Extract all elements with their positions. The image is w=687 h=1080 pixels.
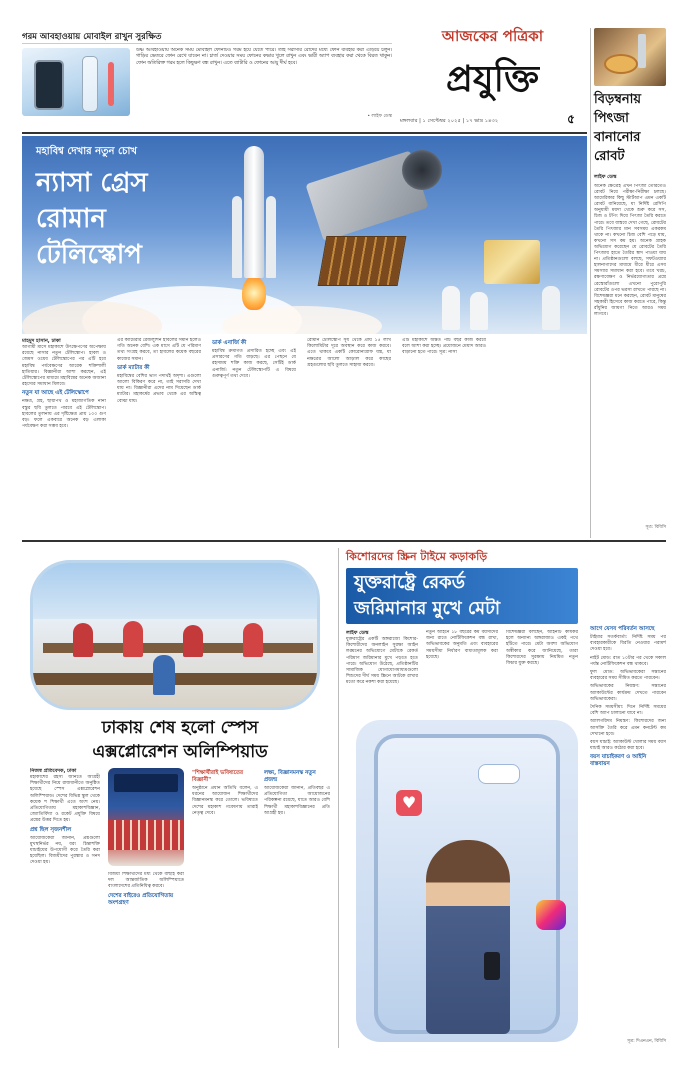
- mirror-segment-icon: [484, 240, 540, 284]
- olympiad-paragraph-2: আয়োজকেরা জানান, প্রশ্নগুলো মুখস্থনির্ভর নয়, বরং চিন্তাশক্তি যাচাইয়ের উপযোগী করে তৈরি করা হয়েছিল। বিজয়ীদের পুরস্কার ও সনদ দেওয়া হয়।: [30, 835, 100, 866]
- main-column-3: [212, 338, 296, 534]
- desk-row-2: [33, 673, 320, 685]
- main-paragraph-6: এটি মহাকাশে অন্তত পাঁচ বছর কাজ করবে বলে আশা করা হচ্ছে। প্রয়োজনে মেয়াদ আরও বাড়ানো হতে পারে। সূত্র: নাসা: [402, 338, 486, 356]
- teaser-image: [22, 48, 130, 116]
- olympiad-title-line1: ঢাকায় শেষ হলো স্পেস: [101, 718, 259, 738]
- feature-title: বিড়ম্বনায় পিৎজা বানানোর রোবট: [594, 92, 642, 164]
- olympiad-column-2: [108, 872, 184, 1048]
- student-figure-2: [123, 621, 143, 657]
- main-subhead-2: ডার্ক ম্যাটার কী: [117, 364, 150, 371]
- main-paragraph-4: মহাবিশ্ব ক্রমাগত প্রসারিত হচ্ছে এবং এই প্রসারণের গতি বাড়ছে। এর পেছনে যে রহস্যময় শক্তি কাজ করছে, সেটিই ডার্ক এনার্জি। নতুন টেলিস্কোপটি এ বিষয়ে গুরুত্বপূর্ণ তথ্য দেবে।: [212, 349, 296, 379]
- screen-time-sidebar: [590, 624, 666, 1044]
- screen-time-article: [346, 626, 666, 1050]
- main-paragraph-5: রোমান টেলিস্কোপ সূর্য থেকে প্রায় ১৫ লাখ কিলোমিটার দূরে অবস্থান করে কাজ করবে। এতে থাকবে একটি কোরোনাগ্রাফ যন্ত্র, যা নক্ষত্রের আলো আড়াল করে কাছের গ্রহগুলোর ছবি তুলতে সাহায্য করবে।: [307, 338, 391, 368]
- technician-figure-2: [470, 292, 488, 330]
- hero-title-line1: ন্যাসা গ্রেস: [36, 168, 148, 198]
- main-article: [22, 338, 587, 534]
- screen-time-byline: লাইফ ডেস্ক: [346, 630, 369, 636]
- main-paragraph-2: এর ক্যামেরার রেজল্যুশন হাবলের সমান হলেও গতি অনেক বেশি। এক মাসে এটি যে পরিমাণ তথ্য সংগ্রহ করবে, তা হাবলের কয়েক বছরের কাজের সমান।: [117, 338, 201, 362]
- pizza-photo: [594, 28, 666, 86]
- main-subhead-1: নতুন যা আছে এই টেলিস্কোপে: [22, 390, 89, 397]
- olympiad-paragraph-3: অনুষ্ঠানে প্রধান অতিথি বলেন, এ ধরনের আয়োজন শিক্ষার্থীদের বিজ্ঞানমনস্ক করে তোলে। ভবিষ্যতে দেশের মহাকাশ গবেষণায় তারাই নেতৃত্ব দেবে।: [192, 786, 258, 816]
- student-figure-5: [153, 655, 175, 695]
- top-teaser: [22, 30, 392, 122]
- change-item: অভিভাবকের নিয়ন্ত্রণ: সন্তানের অ্যাকাউন্টের কার্যক্রম দেখতে পারবেন অভিভাবকেরা।: [590, 684, 666, 702]
- instagram-icon: [536, 900, 566, 930]
- section-title: প্রযুক্তি: [446, 58, 539, 100]
- hero-title-line3: টেলিস্কোপ: [36, 240, 142, 270]
- student-figure-3: [183, 625, 203, 657]
- teen-figure: [426, 840, 510, 1034]
- main-column-4: [307, 338, 391, 534]
- olympiad-subhead-2: দেশের বাইরেও প্রতিযোগিতায় অংশগ্রহণ: [108, 892, 174, 906]
- main-paragraph-1: নক্ষত্র, গ্রহ, ছায়াপথ ও মহাজাগতিক নানা বস্তুর ছবি তুলতে পারবে এই টেলিস্কোপ। হাবলের তুলনায় এর দৃষ্টিক্ষেত্র প্রায় ১০০ গুণ বড়। ফলে একবারে অনেক বড় এলাকা পর্যবেক্ষণ করা সম্ভব হবে।: [22, 399, 106, 430]
- technician-figure-3: [542, 286, 560, 330]
- group-banner: [114, 774, 178, 792]
- olympiad-photo: [30, 560, 320, 710]
- screen-time-column-1: [346, 630, 418, 714]
- screen-time-source: সূত্র: দিএনএন, বিবিসি: [627, 1039, 666, 1044]
- change-item: টাইমার সতর্কবার্তা: নির্দিষ্ট সময় পর ব্যবহারকারীকে বিরতি নেওয়ার পরামর্শ দেওয়া হবে।: [590, 635, 666, 653]
- teaser-credit: • লাইফ ডেস্ক: [367, 114, 392, 119]
- rocket-flame: [242, 276, 266, 310]
- hero-image: [22, 136, 587, 334]
- rocket-icon: [244, 146, 264, 278]
- feature-source: সূত্র: বিবিসি: [645, 525, 666, 530]
- teen-phone-illustration: [356, 720, 578, 1042]
- change-item: ফুল মোড: অভিভাবকেরা সন্তানের ব্যবহারের সময় সীমিত করতে পারবেন।: [590, 670, 666, 682]
- olympiad-title-line2: এক্সপ্লোরেশন অলিম্পিয়াড: [92, 742, 268, 762]
- teaser-body: উষ্ণ আবহাওয়ায় অনেক সময় মোবাইল ফোনটিও গরম হয়ে যেতে পারে। তাই সরাসরি রোদের মধ্যে ফোন ব্যবহার করা এড়িয়ে চলুন। গাড়ির ভেতরে ফোন রেখে যাবেন না। চার্জ দেওয়ার সময় ফোনের কভার খুলে রাখুন এবং ভারী অ্যাপ ব্যবহার করা থেকে বিরত থাকুন। ফোন অতিরিক্ত গরম হলে কিছুক্ষণ বন্ধ রাখুন। এতে ব্যাটারি ও ফোনের আয়ু দীর্ঘ হবে।: [136, 48, 392, 66]
- olympiad-subhead-3: লক্ষ্য, বিজ্ঞানমনস্ক নতুন প্রজন্ম: [264, 770, 316, 783]
- changes-list: [590, 635, 666, 752]
- screen-time-paragraph-3: বিশেষজ্ঞরা বলছেন, আইনটি কার্যকর হলে অন্যান্য অঙ্গরাজ্যও একই পথে হাঁটতে পারে। মেটা অবশ্য অভিযোগ অস্বীকার করে জানিয়েছে, তারা কিশোরদের সুরক্ষায় নিয়মিত নতুন ফিচার যুক্ত করছে।: [506, 630, 578, 667]
- change-item: নাইট মোড: রাত ১০টার পর থেকে সকাল পর্যন্ত নোটিফিকেশন বন্ধ থাকবে।: [590, 655, 666, 667]
- olympiad-article: [30, 768, 330, 1048]
- change-item: দৈনিক সময়সীমা: দিনে নির্দিষ্ট সময়ের বেশি অ্যাপ চালানো যাবে না।: [590, 705, 666, 717]
- student-figure-4: [243, 623, 263, 657]
- change-item: বয়স যাচাই: অ্যাকাউন্ট খোলার সময় বয়স যাচাই আরও কঠোর করা হবে।: [590, 740, 666, 752]
- olympiad-byline: নিজস্ব প্রতিবেদক, ঢাকা: [30, 768, 77, 774]
- heart-icon: ♥: [396, 790, 422, 816]
- hero-title-line2: রোমান: [36, 204, 106, 234]
- main-intro: আগামী মাসে মহাকাশে উৎক্ষেপণের অপেক্ষায় রয়েছে নাসার নতুন টেলিস্কোপ। হাবল ও জেমস ওয়েব টেলিস্কোপের পর এটি হবে মহাবিশ্ব পর্যবেক্ষণের আরেক শক্তিশালী হাতিয়ার। বিজ্ঞানীরা আশা করছেন, এই টেলিস্কোপের মাধ্যমে মহাবিশ্বের অনেক অজানা রহস্যের সমাধান মিলবে।: [22, 345, 106, 388]
- water-bottle-icon: [82, 56, 98, 112]
- thermometer-icon: [108, 62, 114, 106]
- screen-time-column-3: [506, 630, 578, 714]
- olympiad-column-4: [264, 768, 330, 1048]
- phone-icon: [34, 60, 64, 110]
- student-figure: [73, 623, 93, 657]
- olympiad-paragraph-1: মহাকাশের রহস্য জানতে আগ্রহী শিক্ষার্থীদের নিয়ে রাজধানীতে অনুষ্ঠিত হয়েছে স্পেস এক্সপ্লোরেশন অলিম্পিয়াড। দেশের বিভিন্ন স্কুল থেকে কয়েক শ শিক্ষার্থী এতে অংশ নেয়। প্রতিযোগিতায় মহাকাশবিজ্ঞান, জ্যোতির্বিদ্যা ও রকেট প্রযুক্তি বিষয়ে প্রশ্নের উত্তর দিতে হয়।: [30, 775, 100, 824]
- olympiad-subhead-1: প্রশ্ন ছিল সৃজনশীল: [30, 826, 72, 833]
- solar-panel-icon: [318, 236, 407, 286]
- change-item: অ্যালগরিদম নিয়ন্ত্রণ: কিশোরদের জন্য আসক্তি তৈরি করে এমন কনটেন্ট কম দেখানো হবে।: [590, 719, 666, 737]
- page-number: ৫: [567, 112, 575, 126]
- screen-time-paragraph-2: নতুন আইনে ১৮ বছরের কম বয়সীদের জন্য রাতে নোটিফিকেশন বন্ধ রাখা, অভিভাবকের অনুমতি এবং ব্যবহারের সময়সীমা নির্ধারণ বাধ্যতামূলক করা হয়েছে।: [426, 630, 498, 660]
- right-column-rule: [590, 28, 591, 538]
- vertical-divider: [338, 548, 339, 1048]
- teaser-title: গরম আবহাওয়ায় মোবাইল রাখুন সুরক্ষিত: [22, 30, 392, 44]
- hero-kicker: মহাবিশ্ব দেখার নতুন চোখ: [36, 146, 137, 157]
- pizza-icon: [604, 54, 638, 74]
- screen-time-column-2: [426, 630, 498, 714]
- screen-time-title-line2: জরিমানার মুখে মেটা: [354, 598, 501, 619]
- chat-bubble-icon: [478, 764, 520, 784]
- robot-arm-icon: [638, 34, 646, 68]
- group-people: [108, 820, 184, 850]
- olympiad-title: [30, 716, 330, 764]
- rocket-booster-left: [232, 196, 242, 278]
- smartphone-in-hand-icon: [484, 952, 500, 980]
- right-feature: [594, 90, 666, 535]
- olympiad-paragraph-4: বিজয়ী শিক্ষার্থীদের মধ্য থেকে বাছাই করা দল আন্তর্জাতিক অলিম্পিয়াডে বাংলাদেশের প্রতিনিধিত্ব করবে।: [108, 872, 184, 890]
- telescope-aperture-icon: [402, 150, 442, 190]
- classroom-wall: [33, 563, 320, 619]
- masthead: [400, 26, 585, 130]
- screen-time-header: [346, 548, 666, 626]
- rocket-booster-right: [266, 196, 276, 278]
- main-column-2: [117, 338, 201, 534]
- main-subhead-3: ডার্ক এনার্জি কী: [212, 340, 247, 346]
- main-column-1: [22, 338, 106, 534]
- screen-time-subhead-2: বয়স যাচাইকরণ ও আইনি বাস্তবায়ন: [590, 754, 647, 768]
- masthead-rule: [22, 132, 587, 134]
- main-column-5: [402, 338, 486, 534]
- screen-time-title-line1: যুক্তরাষ্ট্রে রেকর্ড: [354, 572, 465, 593]
- date-line: মঙ্গলবার | ১ সেপ্টেম্বর ২০২৫ | ১৭ ভাদ্র ১৪৩২: [400, 118, 499, 124]
- screen-time-subhead-1: আগে যেসব পরিবর্তন আসছে: [590, 626, 655, 632]
- olympiad-paragraph-5: আয়োজকেরা জানান, প্রতিবছর এ প্রতিযোগিতা আয়োজনের পরিকল্পনা রয়েছে, যাতে আরও বেশি শিক্ষার্থী মহাকাশবিজ্ঞানের প্রতি আগ্রহী হয়।: [264, 786, 330, 816]
- main-paragraph-3: মহাবিশ্বের বেশির ভাগ পদার্থই অদৃশ্য। এগুলো আলো বিকিরণ করে না, তাই সরাসরি দেখা যায় না। বিজ্ঞানীরা এদের নাম দিয়েছেন ডার্ক ম্যাটার। মহাকর্ষের প্রভাব থেকে এর অস্তিত্ব বোঝা যায়।: [117, 373, 201, 404]
- section-divider: [22, 540, 666, 542]
- technician-figure: [442, 286, 460, 330]
- olympiad-column-3: [192, 768, 258, 1048]
- screen-time-kicker: কিশোরদের স্ক্রিন টাইমে কড়াকড়ি: [346, 550, 488, 563]
- olympiad-group-photo: [108, 768, 184, 866]
- feature-byline: লাইফ ডেস্ক: [594, 174, 617, 180]
- paper-name: আজকের পত্রিকা: [441, 27, 544, 45]
- screen-time-paragraph-1: যুক্তরাষ্ট্রের একটি অঙ্গরাজ্যে কিশোর-কিশোরীদের অনলাইন সুরক্ষা আইন লঙ্ঘনের অভিযোগে মেটাকে রেকর্ড পরিমাণ জরিমানার মুখে পড়তে হতে পারে। অভিযোগ উঠেছে, প্রতিষ্ঠানটির সামাজিক যোগাযোগমাধ্যমগুলো শিশুদের দীর্ঘ সময় স্ক্রিনে আটকে রাখার মতো করে নকশা করা হয়েছে।: [346, 637, 418, 686]
- main-byline: মাহমুদ হাসান, ঢাকা: [22, 338, 61, 344]
- olympiad-column-1: [30, 768, 100, 1048]
- olympiad-quote-head: "শিক্ষার্থীরাই ভবিষ্যতের বিজ্ঞানী": [192, 770, 243, 783]
- feature-body: অনেক ক্ষেত্রেই এখন পিৎজা তৈরিতেও রোবট নিয়ে পরীক্ষা-নিরীক্ষা চলছে। আমেরিকার কিছু স্টার্টআপ এমন একটি রোবট বানিয়েছে, যা নির্দিষ্ট রেসিপি অনুযায়ী ময়দা থেকে শুরু করে সস, চিজ ও টপিং দিয়ে পিৎজা তৈরি করতে পারে। তবে বাস্তবে দেখা গেছে, রোবটের তৈরি পিৎজার মান সবসময় একরকম থাকে না। কখনো চিজ বেশি পড়ে যায়, কখনো সস কম হয়। অনেক গ্রাহক অভিযোগ করেছেন যে রোবটের তৈরি পিৎজায় হাতে তৈরির স্বাদ পাওয়া যায় না। প্রতিষ্ঠানগুলো বলছে, সফটওয়্যার হালনাগাদের মাধ্যমে ধীরে ধীরে এসব সমস্যার সমাধান করা হবে। তবে খরচ, রক্ষণাবেক্ষণ ও নির্ভরযোগ্যতার প্রশ্নে রেস্তোরাঁগুলো এখনো পুরোপুরি রোবটের ওপর ভরসা রাখতে পারছে না। বিশেষজ্ঞরা মনে করছেন, রোবট মানুষের সহকারী হিসেবে কাজ করতে পারে, কিন্তু রাঁধুনির জায়গা নিতে আরও সময় লাগবে।: [594, 184, 666, 317]
